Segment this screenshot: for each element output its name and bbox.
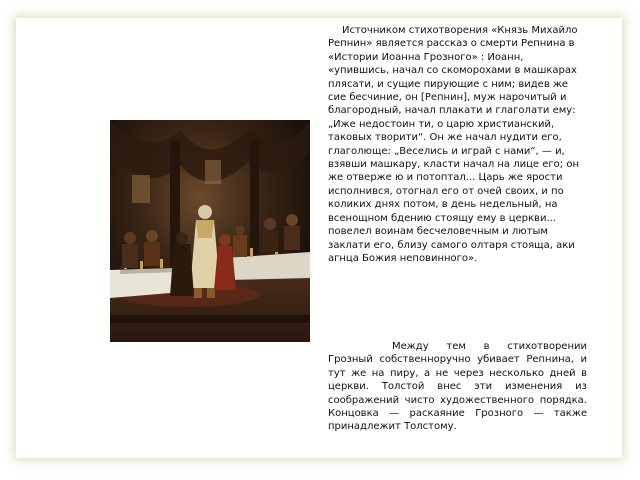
source-paragraph-text: Источником стихотворения «Князь Михайло Репнин» является рассказ о смерти Репнина в «Истории Иоанна Грозного» : Иоанн, «упившись, начал со скоморохами в машкарах плясати, и сущие пирующие с ним; видев же сие бесчиние, он [Репнин], муж нарочитый и благородный, начал плакати и глаголати ему: „Иже недостоин ти, о царю христианский, таковых творити“. Он же начал нудити его, глаголюще: „Веселись и играй с нами“, — и, взявши машкару, класти начал на лице его; он же отверже ю и потоптал... Царь же ярости исполнився, отогнал его от очей своих, и по коликих днях потом, в день недельный, на всенощном бдению стоящу ему в церкви... повелел воинам бесчеловечным и лютым заклати его, близу самого олтаря стояща, аки агнца Божия неповинного».	[328, 25, 579, 264]
changes-paragraph-text: Между тем в стихотворении Грозный собственноручно убивает Репнина, и тут же на пиру, а не через несколько дней в церкви. Толстой внес эти изменения из соображений чисто художественного порядка. Концовка — раскаяние Грозного — также принадлежит Толстому.	[328, 341, 587, 433]
feast-painting	[110, 120, 310, 342]
changes-paragraph	[328, 340, 587, 434]
source-paragraph	[328, 24, 587, 265]
